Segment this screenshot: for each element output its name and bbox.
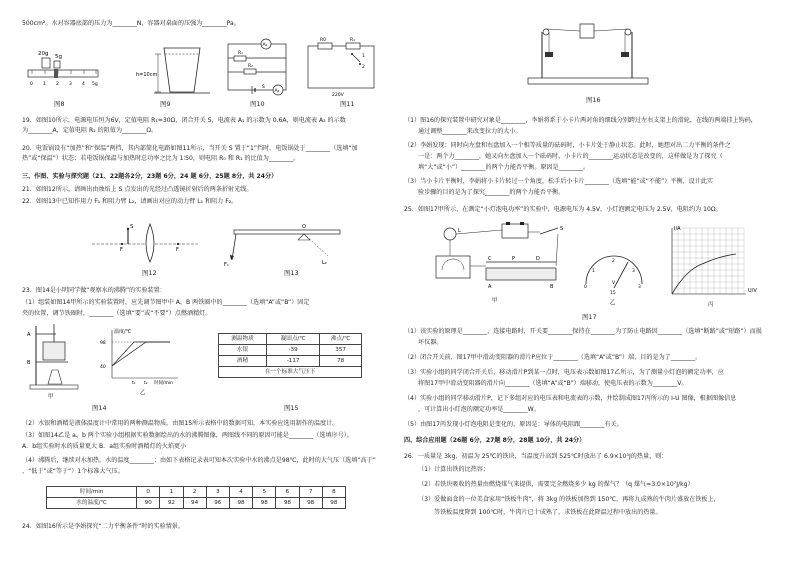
fig8-caption: 图8: [54, 100, 65, 108]
supply-voltage: 220V: [332, 93, 344, 98]
svg-text:F₁: F₁: [224, 262, 229, 268]
svg-text:D: D: [536, 256, 540, 262]
figure-17-circuit: [432, 220, 572, 306]
svg-text:40: 40: [100, 365, 106, 370]
fig10-caption: 图10: [250, 100, 265, 108]
q25: 25．如图17甲所示，在测定“小灯泡电功率”的实验中，电源电压为 4.5V，小灯泡额定电压为 2.5V，电阻约为 10Ω。: [404, 206, 722, 213]
figure-8: [24, 48, 104, 92]
svg-text:98: 98: [100, 341, 106, 346]
q24-1-line1: （1）图16的探究装置中研究对象是________，李娟将系于小卡片两对角的细线分别跨过左右支架上的滑轮，在线的两端挂上钩码，: [404, 117, 757, 124]
svg-text:S: S: [560, 226, 564, 232]
svg-text:0: 0: [584, 285, 587, 290]
svg-text:R0: R0: [320, 38, 326, 43]
svg-text:0: 0: [30, 82, 33, 87]
svg-text:时间/min: 时间/min: [154, 381, 174, 386]
fig11-caption: 图11: [340, 100, 355, 108]
boiling-data-table: 时间/min 0 1 2 3 4 5 6 7 8 水的温度/℃ 90 92 94 96 98 98 98 98 98: [46, 486, 346, 509]
svg-text:L₂: L₂: [322, 260, 327, 266]
fig12-caption: 图12: [142, 269, 157, 277]
q24-1-line2: 通过调整________来改变拉力的大小。: [418, 128, 522, 135]
fig9-caption: 图9: [160, 100, 171, 108]
svg-text:A: A: [488, 284, 492, 290]
figure-15-table: 测温物质 凝固点/℃ 沸点/℃ 水银 -39 357 酒精 -117 78 在一个标准大气压下: [218, 333, 362, 378]
top-line: 500cm²。水对容器底部的压力为________N，容器对桌面的压强为________Pa。: [22, 20, 240, 27]
q23-3-line2: A．b组实验时水的质量更大 B．a组实验时酒精灯的火焰更小: [22, 443, 187, 450]
q21: 21．如图12所示，请画出由烛焰上 S 点发出的光经过凸透镜折射后的两条折射光线。: [22, 186, 253, 193]
section-4-heading: 四、综合应用题（26题 6分，27题 8分，28题 10分，共 24分）: [404, 437, 586, 444]
q23-1-line1: （1）组装如图14甲所示的实验装置时，应先调节图甲中 A、B 两铁圈中的________（选填“A”或“B”）固定: [22, 299, 310, 306]
figure-17-voltmeter: [580, 250, 648, 306]
q26-1: （1）计算出铁的比热容；: [418, 466, 489, 473]
q24-3-line1: （3）当小卡片平衡时，李娟将小卡片转过一个角度，松手后小卡片________（选填“能”或“不能”）平衡，设计此实: [404, 178, 714, 185]
q24-3-line2: 验步骤的目的是为了探究________的两个力能否平衡。: [418, 189, 565, 196]
q26-3-line2: 等铁板温度降到 100℃时，牛肉片已十成熟了，求铁板在此降温过程中放出的热量。: [434, 509, 662, 516]
figure-17-iu-graph: [662, 224, 762, 308]
q25-3-line1: （3）实验小组的同学闭合开关后，移动滑片P到某一点时，电压表示数如图17乙所示，为了测量小灯泡的额定功率，应: [404, 369, 724, 376]
figure-14-graph: [92, 326, 182, 396]
q25-1-line1: （1）该实验的原理是________，连接电路时，开关要________保持在________为了防止电路因________（选填“断路”或“短路”）而损: [404, 328, 762, 335]
svg-text:B: B: [550, 284, 554, 290]
point-s: S: [130, 224, 134, 230]
pivot-o: O: [302, 224, 306, 230]
right-column: [404, 0, 776, 562]
svg-text:A₂: A₂: [274, 89, 280, 94]
figure-9: [134, 40, 214, 98]
figure-16: [524, 14, 654, 92]
q24: 24．如图16所示是李娟探究“二力平衡条件”时的实验情景。: [22, 523, 184, 530]
figure-14-apparatus: [26, 322, 86, 400]
q20-line1: 20．电饭锅设有“加热”和“保温”两挡，其内部简化电路如图11所示，当开关 S 置于“1”挡时，电饭锅处于________（选填“加: [22, 145, 358, 152]
svg-text:2: 2: [56, 82, 59, 87]
q19-line1: 19．如图10所示，电源电压恒为6V，定值电阻 R₁=30Ω，闭合开关 S，电流表 A₁ 的示数为 0.6A，则电流表 A₂ 的示数: [22, 117, 346, 124]
svg-text:2: 2: [612, 259, 615, 264]
svg-text:A₁: A₁: [262, 43, 268, 48]
fig15-caption: 图15: [284, 404, 299, 412]
section-3-heading: 三、作图、实验与探究题（21、22题各2分，23题 6分，24 题 6分，25题 8分，共 24分）: [22, 173, 278, 180]
svg-text:2: 2: [362, 65, 365, 70]
q20-line2: 热”或“保温”）状态；若电饭锅保温与加热时总功率之比为 1∶50，则电阻 R₀ 和 R₁ 的比值为________。: [22, 155, 300, 162]
figure-11: [302, 40, 384, 96]
q24-2-line2: 一是：两个力________，她又向左盘加入一个砝码时，小卡片的________运动状态是改变的，这样做是为了探究（: [418, 153, 723, 160]
svg-text:温度/℃: 温度/℃: [114, 329, 132, 335]
q24-2-line3: 填“大”或“小”）________的两个力能否平衡。原因是________。: [418, 164, 590, 171]
weight-20g: 20g: [38, 51, 49, 57]
svg-text:t₂: t₂: [144, 381, 148, 386]
q25-2: （2）闭合开关前，图17甲中滑动变阻器的滑片P应位于________（选填“A”或“B”）端，目的是为了________。: [404, 354, 702, 361]
svg-text:R₁: R₁: [350, 38, 355, 43]
fig13-caption: 图13: [284, 269, 299, 277]
fig16-caption: 图16: [586, 96, 601, 104]
svg-text:15: 15: [610, 291, 616, 296]
svg-text:1: 1: [362, 54, 365, 59]
q25-3-line2: 将图17甲中滑动变阻器的滑片向________（选填“A”或“B”）端移动，使电压表的示数为________V。: [418, 380, 688, 387]
svg-text:F: F: [120, 247, 123, 253]
svg-text:C: C: [488, 256, 492, 262]
svg-text:3: 3: [638, 285, 641, 290]
svg-text:P: P: [512, 256, 516, 262]
svg-text:L: L: [458, 228, 461, 234]
q24-2-line1: （2）李娟发现：同时向左盘和右盘加入一个相等质量的砝码时，小卡片处于静止状态。此时，她想对出二力平衡的条件之: [404, 142, 731, 149]
q26-2: （2）若铁块吸收的热量由燃烧煤气来提供，需要完全燃烧多少 kg 的煤气？（q 煤气=3.0×10⁷J/kg）: [418, 481, 694, 488]
svg-text:F: F: [176, 247, 179, 253]
q25-4-line1: （4）实验小组的同学移动滑片P，记下多组对应的电压表和电流表的示数，并绘制成图17丙所示的 I-U 图像，根据图像信息: [404, 395, 737, 402]
depth-label: h=10cm: [136, 72, 158, 78]
svg-text:U/V: U/V: [748, 288, 757, 294]
q23: 23．图14是小明同学做“观察水的沸腾”的实验装置：: [22, 287, 166, 294]
figure-12: [92, 218, 202, 262]
svg-text:5g: 5g: [92, 82, 98, 87]
q26: 26．一质量是 3kg、初温为 25℃的铁块，当温度升高到 525℃时放出了 6.9×10⁵J的热量，则：: [404, 453, 668, 460]
svg-text:t₁: t₁: [132, 381, 136, 386]
svg-text:3: 3: [69, 82, 72, 87]
svg-text:1: 1: [43, 82, 46, 87]
svg-text:甲: 甲: [48, 394, 54, 400]
svg-text:乙: 乙: [610, 300, 616, 306]
q23-3-line1: （3）如图14乙是 a、b 两个实验小组根据实验数据绘出的水的沸腾图像，两图线不同的原因可能是________（选填序号）。: [22, 432, 353, 439]
q26-3-line1: （3）爱做面食的一位美食家用“铁板牛肉”，将 3kg 的铁板加热到 150℃，再将九成熟的牛肉片盛放在铁板上，: [418, 496, 720, 503]
svg-text:1: 1: [592, 269, 595, 274]
q23-1-line2: 夹的位置，调节铁圈时，________（选填“要”或“不要”）点燃酒精灯。: [22, 310, 212, 317]
q19-line2: 为________A，定值电阻 R₂ 的阻值为________Ω。: [22, 127, 158, 134]
left-column: [22, 0, 392, 562]
svg-text:3: 3: [632, 269, 635, 274]
svg-text:丙: 丙: [708, 302, 714, 308]
q25-4-line2: ，可计算出小灯泡的额定功率是________W。: [418, 406, 540, 413]
svg-text:V: V: [612, 281, 616, 286]
svg-text:甲: 甲: [492, 298, 498, 304]
q25-5: （5）由图17丙发现小灯泡电阻是变化的，原因是：导体的电阻跟________有关。: [404, 421, 623, 428]
ring-a: A: [27, 332, 31, 338]
ring-b: B: [27, 360, 31, 366]
q23-4-line2: 、“低于”或“等于”）1个标准大气压。: [22, 468, 124, 475]
svg-text:R₁: R₁: [238, 51, 243, 56]
q23-2: （2）水银和酒精是液体温度计中常用的两种测温物质，由图15所示表格中的数据可知，本实验应选用制作的温度计。: [22, 420, 339, 427]
figure-13: [218, 222, 358, 268]
fig17-caption: 图17: [582, 313, 597, 321]
figure-10: [222, 42, 292, 98]
svg-text:乙: 乙: [140, 390, 146, 396]
q23-4-line1: （4）沸腾后，继续对水加热，水的温度________；由如下表格记录表可知本次实验中水的沸点是98℃，此时的大气压（选填“高于”: [22, 457, 376, 464]
q22: 22．如图13中已知作用力 F₁ 和阻力臂 L₂，请画出对应的动力臂 L₁ 和阻力 F₂。: [22, 198, 238, 205]
fig14-caption: 图14: [92, 404, 107, 412]
q25-1-line2: 坏仪器。: [418, 339, 443, 346]
svg-text:I/A: I/A: [674, 226, 681, 232]
weight-5g: 5g: [55, 54, 62, 60]
svg-text:4: 4: [82, 82, 85, 87]
svg-text:R₂: R₂: [248, 64, 253, 69]
svg-text:S: S: [262, 85, 265, 90]
